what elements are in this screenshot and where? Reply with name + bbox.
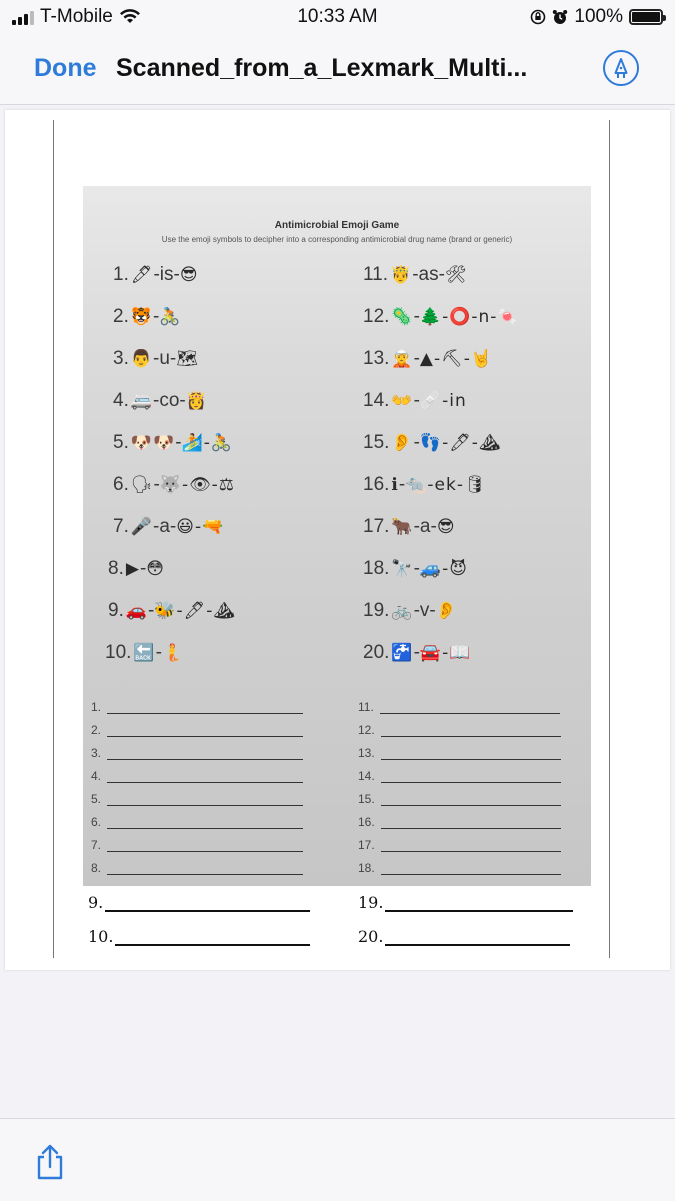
share-icon: [33, 1143, 67, 1181]
markup-pen-icon: [611, 57, 631, 79]
answer-blank: [381, 816, 561, 829]
scanned-worksheet: [83, 186, 591, 886]
answer-line: [91, 694, 303, 714]
clue-emoji: 🔭: [391, 559, 414, 579]
clue-text: -: [398, 474, 406, 495]
clue-number: 13.: [363, 348, 390, 369]
answer-blank: [381, 770, 561, 783]
clue-emoji: 🧜: [161, 643, 185, 663]
answer-line: [91, 717, 303, 737]
clue-item: [113, 470, 235, 500]
rotation-lock-icon: [530, 9, 546, 25]
clue-emoji: 🐯: [130, 307, 154, 327]
handwritten-answer-line: [88, 924, 310, 946]
clue-number: 4.: [113, 390, 129, 411]
answer-number: 2.: [91, 723, 102, 737]
clue-emoji: 🌲-⭕-n-🍬: [419, 307, 520, 327]
clue-number: 17.: [363, 516, 390, 537]
clue-number: 10.: [105, 642, 132, 663]
answer-number: 13.: [358, 746, 375, 760]
clue-item: [113, 344, 199, 374]
answer-line: [358, 855, 561, 875]
clue-emoji: 🩹-in: [419, 391, 467, 411]
clue-number: 3.: [113, 348, 129, 369]
clue-emoji: 🐀-ek-🛢: [405, 475, 487, 495]
answer-blank: [107, 862, 303, 875]
clue-emoji: 🚰: [391, 643, 414, 663]
clue-item: [363, 386, 467, 416]
clue-number: 2.: [113, 306, 129, 327]
clue-emoji: 🐝-🖊-⛰: [154, 601, 236, 621]
clue-number: 15.: [363, 432, 390, 453]
clue-emoji: 👣-🖊-⛰: [419, 433, 502, 453]
clue-emoji: ℹ: [391, 475, 399, 495]
clue-item: [363, 470, 487, 500]
clue-item: [363, 344, 493, 374]
clue-text: -a-: [413, 516, 437, 537]
battery-percent: 100%: [574, 6, 623, 27]
answer-line: [358, 809, 561, 829]
clue-item: [105, 638, 184, 668]
clue-emoji: 🛠: [444, 265, 468, 285]
clue-emoji: 🐂: [391, 517, 414, 537]
answer-blank: [107, 701, 303, 714]
markup-button[interactable]: [603, 50, 639, 86]
clue-item: [108, 596, 236, 626]
answer-line: [91, 855, 303, 875]
clue-number: 19.: [363, 600, 390, 621]
status-right: [530, 6, 663, 28]
answer-line: [358, 832, 561, 852]
clue-emoji: 👨: [130, 349, 154, 369]
answer-line: [91, 786, 303, 806]
clue-number: 1.: [113, 264, 129, 285]
clue-number: 7.: [113, 516, 129, 537]
clue-number: 11.: [363, 264, 389, 285]
clue-number: 18.: [363, 558, 390, 579]
answer-blank: [381, 724, 561, 737]
clue-item: [113, 302, 182, 332]
answer-line: [358, 786, 561, 806]
answer-number: 17.: [358, 838, 375, 852]
answer-line: [358, 763, 561, 783]
answer-number: 16.: [358, 815, 375, 829]
answer-number: 14.: [358, 769, 375, 783]
clue-item: [363, 554, 468, 584]
clue-number: 16.: [363, 474, 390, 495]
clue-number: 12.: [363, 306, 390, 327]
answer-blank: [381, 839, 561, 852]
answer-number: 18.: [358, 861, 375, 875]
clue-emoji: 😃-🔫: [176, 517, 225, 537]
clue-item: [113, 428, 233, 458]
clue-emoji: 🧝: [391, 349, 414, 369]
handwritten-answer-line: [88, 890, 310, 912]
clue-emoji: 🚴: [159, 307, 182, 327]
clue-text: -: [413, 558, 420, 579]
clue-number: 6.: [113, 474, 129, 495]
clue-emoji: 😎: [179, 265, 199, 285]
clue-text: -: [139, 558, 147, 579]
share-button[interactable]: [33, 1143, 67, 1186]
clue-item: [113, 386, 208, 416]
clue-text: -: [413, 390, 420, 411]
clue-text: -: [175, 432, 182, 453]
answer-blank: [107, 724, 303, 737]
clue-item: [363, 638, 471, 668]
clue-text: -: [153, 474, 160, 495]
clue-emoji: 🗺: [176, 349, 199, 369]
answer-number: 8.: [91, 861, 102, 875]
page-margin-right: [609, 120, 610, 958]
clue-number: 8.: [108, 558, 124, 579]
clue-emoji: 😎: [436, 517, 456, 537]
clue-text: -: [413, 348, 420, 369]
clue-text: -as-: [412, 264, 445, 285]
answer-blank: [381, 747, 561, 760]
clue-emoji: 👂: [435, 601, 458, 621]
clue-emoji: 🎤: [130, 517, 154, 537]
clue-text: -a-: [153, 516, 177, 537]
clue-item: [108, 554, 165, 584]
clue-text: -: [153, 306, 160, 327]
answer-number: 10.: [88, 927, 114, 946]
answer-blank: [105, 898, 310, 912]
answer-blank: [107, 793, 303, 806]
alarm-icon: [552, 9, 568, 25]
clue-text: -: [413, 642, 420, 663]
clue-number: 20.: [363, 642, 390, 663]
document-title: Scanned_from_a_Lexmark_Multi...: [116, 54, 528, 82]
clue-emoji: 🗣: [130, 475, 154, 495]
answer-blank: [107, 839, 303, 852]
clue-emoji: 🦠: [391, 307, 414, 327]
bottom-toolbar: [0, 1118, 675, 1201]
navigation-bar: [0, 34, 675, 105]
answer-line: [91, 832, 303, 852]
battery-icon: [629, 9, 663, 25]
answer-blank: [385, 932, 570, 946]
answer-number: 9.: [88, 893, 104, 912]
clue-emoji: 🚐: [130, 391, 154, 411]
clue-emoji: 🤴: [390, 265, 413, 285]
clue-number: 9.: [108, 600, 124, 621]
answer-number: 12.: [358, 723, 375, 737]
clue-emoji: 🚙-😈: [419, 559, 468, 579]
clue-item: [363, 596, 458, 626]
clue-emoji: ▲-⛏-🤘: [419, 349, 494, 369]
clue-text: -: [155, 642, 162, 663]
answer-blank: [380, 701, 560, 714]
worksheet-title: Antimicrobial Emoji Game: [274, 220, 400, 231]
clue-emoji: 🏄-🚴: [181, 433, 233, 453]
answer-blank: [107, 770, 303, 783]
clue-emoji: 🚲: [391, 601, 414, 621]
clue-emoji: 🐺-👁-⚖: [159, 475, 236, 495]
clue-text: -: [148, 600, 155, 621]
clue-emoji: 😳: [146, 559, 165, 579]
answer-number: 6.: [91, 815, 102, 829]
clue-item: [113, 512, 224, 542]
clue-number: 5.: [113, 432, 129, 453]
carrier-label: T-Mobile: [40, 6, 113, 27]
answer-blank: [381, 793, 561, 806]
answer-number: 7.: [91, 838, 102, 852]
clue-item: [363, 302, 520, 332]
clue-item: [363, 260, 468, 290]
clue-emoji: 👂: [391, 433, 414, 453]
clue-emoji: ▶: [125, 559, 140, 579]
answer-number: 11.: [358, 700, 374, 714]
handwritten-answer-line: [358, 890, 573, 912]
clue-number: 14.: [363, 390, 390, 411]
answer-line: [91, 740, 303, 760]
answer-blank: [115, 932, 310, 946]
answer-number: 19.: [358, 893, 384, 912]
answer-blank: [381, 862, 561, 875]
clue-emoji: 🔙: [133, 643, 156, 663]
clue-text: -u-: [153, 348, 177, 369]
answer-line: [91, 809, 303, 829]
answer-number: 5.: [91, 792, 102, 806]
worksheet-instructions: Use the emoji symbols to decipher into a corresponding antimicrobial drug name (brand or generic): [161, 235, 513, 244]
answer-line: [91, 763, 303, 783]
answer-blank: [385, 898, 573, 912]
answer-number: 4.: [91, 769, 102, 783]
answer-line: [358, 717, 561, 737]
clue-text: -v-: [413, 600, 436, 621]
clue-text: -is-: [153, 264, 180, 285]
done-button[interactable]: Done: [34, 54, 97, 82]
clue-item: [363, 428, 502, 458]
answer-number: 1.: [91, 700, 102, 714]
answer-number: 20.: [358, 927, 384, 946]
answer-number: 15.: [358, 792, 375, 806]
answer-blank: [107, 747, 303, 760]
clue-emoji: 👸: [185, 391, 208, 411]
answer-line: [358, 694, 560, 714]
clock: 10:33 AM: [297, 6, 378, 27]
clue-text: -co-: [153, 390, 186, 411]
clue-emoji: 🐶🐶: [130, 433, 176, 453]
page-margin-left: [53, 120, 54, 958]
clue-emoji: 🚘-📖: [419, 643, 472, 663]
clue-text: -: [413, 432, 420, 453]
clue-item: [113, 260, 199, 290]
clue-emoji: 🚗: [125, 601, 149, 621]
answer-line: [358, 740, 561, 760]
handwritten-answer-line: [358, 924, 570, 946]
answer-number: 3.: [91, 746, 102, 760]
clue-text: -: [413, 306, 420, 327]
clue-item: [363, 512, 456, 542]
answer-blank: [107, 816, 303, 829]
clue-emoji: 🖊: [130, 265, 154, 285]
clue-emoji: 👐: [391, 391, 414, 411]
status-bar: [0, 0, 675, 34]
